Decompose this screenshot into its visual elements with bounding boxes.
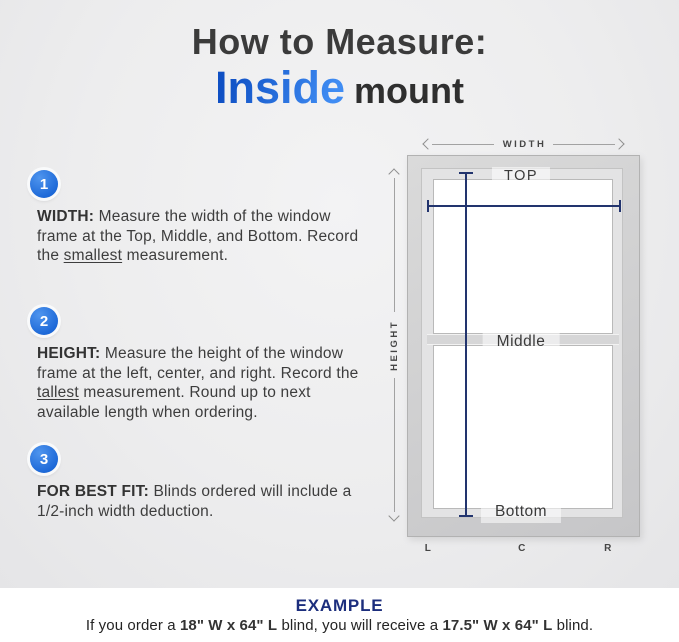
step-3-number: 3 [39, 450, 49, 468]
text-segment: measurement. Round up to next available length when ordering. [37, 384, 311, 421]
height-arrow [387, 170, 401, 520]
title-block [0, 22, 679, 112]
height-arrow-line-bottom [394, 378, 395, 512]
example-footer [0, 588, 679, 642]
window-pane-lower [433, 345, 613, 509]
step-2-badge [30, 307, 58, 335]
text-segment: WIDTH: [37, 208, 99, 225]
height-measure-line [465, 172, 467, 517]
width-arrow [424, 137, 623, 151]
width-measure-line [427, 205, 621, 207]
height-arrow-line-top [394, 178, 395, 312]
window-pane-upper [433, 179, 613, 334]
title-line2 [0, 63, 679, 113]
text-segment: 17.5" W x 64" L [442, 617, 553, 634]
text-segment: 18" W x 64" L [179, 617, 278, 634]
center-mark: C [518, 543, 526, 554]
text-segment: If you order a [85, 617, 180, 634]
title-highlight-inside: Inside [214, 61, 346, 113]
measure-tick-top [459, 172, 473, 174]
measure-tick-right [619, 200, 621, 212]
width-arrow-line-right [553, 144, 615, 145]
arrow-right-icon [613, 138, 624, 149]
text-segment: FOR BEST FIT: [37, 483, 154, 500]
arrow-down-icon [388, 510, 399, 521]
measure-tick-left [427, 200, 429, 212]
width-arrow-line-left [432, 144, 494, 145]
text-segment: Measure the height of the window frame at the left, center, and right. Record the [37, 345, 359, 382]
text-segment: tallest [37, 384, 79, 401]
step-1 [30, 170, 372, 266]
example-sentence [0, 617, 679, 634]
step-3-badge [30, 445, 58, 473]
arrow-up-icon [388, 168, 399, 179]
left-mark: L [424, 543, 432, 554]
step-2-text [37, 344, 372, 422]
text-segment: blind. [552, 617, 594, 634]
text-segment: Measure the width of the window frame at the Top, Middle, and Bottom. Record the [37, 208, 359, 264]
step-3-text [37, 482, 372, 521]
title-line1: How to Measure: [191, 21, 488, 62]
text-segment: blind, you will receive a [277, 617, 443, 634]
text-segment: Blinds ordered will include a 1/2-inch width deduction. [37, 483, 352, 520]
step-1-badge [30, 170, 58, 198]
right-mark: R [604, 543, 612, 554]
text-segment: HEIGHT: [37, 345, 105, 362]
middle-position-label: Middle [483, 331, 560, 353]
title-suffix-mount: mount [354, 69, 464, 111]
text-segment: measurement. [122, 247, 229, 264]
step-2-number: 2 [39, 312, 49, 330]
arrow-left-icon [422, 138, 433, 149]
measure-tick-bottom [459, 515, 473, 517]
step-3 [30, 445, 372, 521]
top-position-label: TOP [492, 167, 550, 185]
step-1-text [37, 207, 372, 266]
step-2 [30, 307, 372, 422]
width-label: WIDTH [502, 138, 547, 150]
text-segment: smallest [63, 247, 123, 264]
height-label: HEIGHT [388, 319, 400, 371]
bottom-position-label: Bottom [481, 501, 561, 523]
step-1-number: 1 [39, 175, 49, 193]
example-heading: EXAMPLE [295, 596, 384, 615]
